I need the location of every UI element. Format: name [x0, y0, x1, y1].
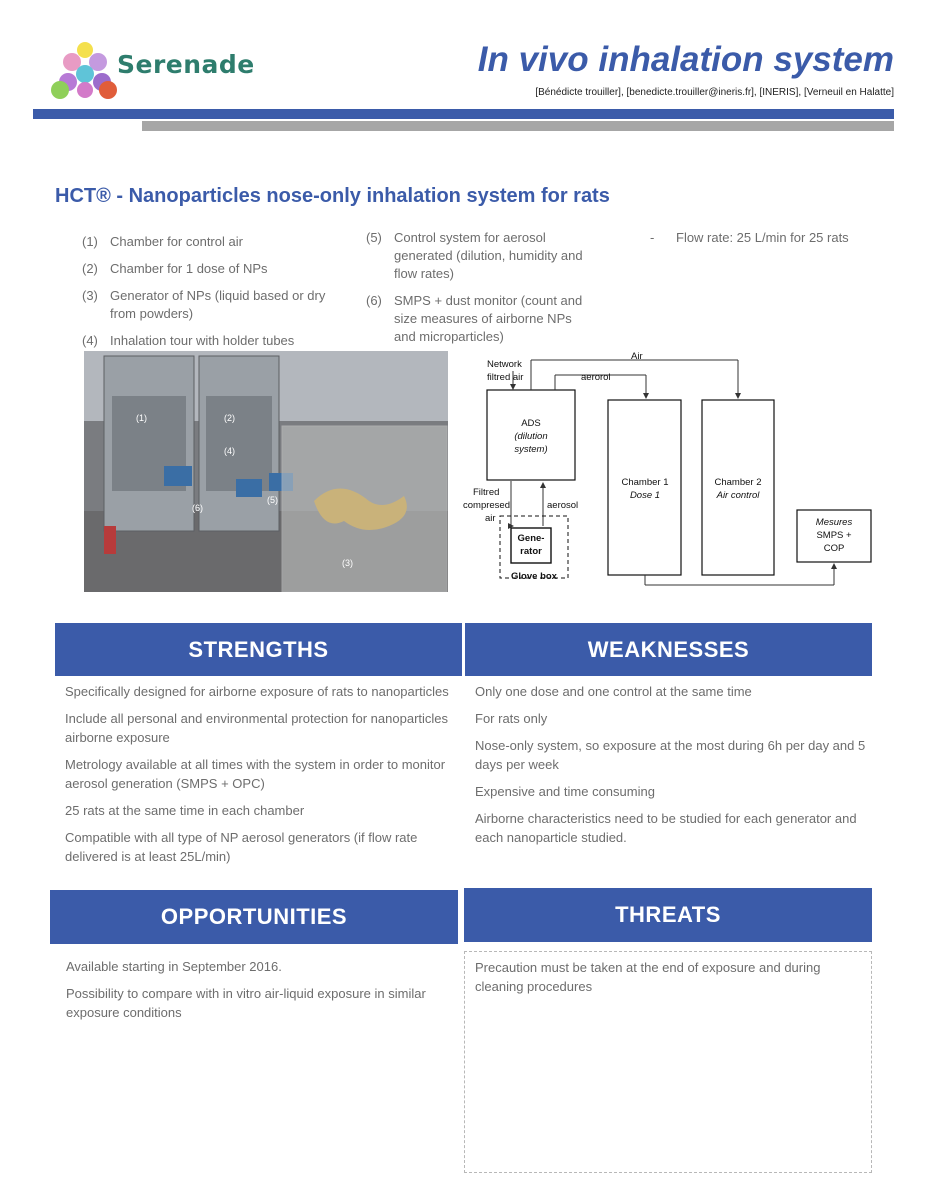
aerorol-label: aerorol [581, 372, 611, 383]
section-title: HCT® - Nanoparticles nose-only inhalation system for rats [55, 185, 610, 207]
header-divider-blue [33, 109, 894, 119]
mesures-label: Mesures [815, 517, 853, 528]
ads-label: (dilution [514, 431, 548, 442]
logo-text: Serenade [117, 50, 255, 79]
components-list-right [366, 229, 586, 355]
lab-photo-image [84, 351, 448, 592]
glove-box-label: Glove box [511, 571, 557, 582]
logo-molecule-icon [50, 40, 120, 102]
list-item: (5) Control system for aerosol generated (dilution, humidity and flow rates) [366, 230, 583, 281]
lab-photo [84, 351, 448, 592]
flow-rate-note: - Flow rate: 25 L/min for 25 rats [650, 230, 849, 245]
aerosol-label: aerosol [547, 500, 579, 511]
photo-label: (4) [224, 446, 235, 456]
mesures-label: COP [823, 543, 845, 554]
filtred-label: air [485, 513, 496, 524]
system-diagram [455, 350, 885, 595]
network-label: filtred air [487, 372, 524, 383]
components-list-left [82, 233, 352, 359]
list-item: Metrology available at all times with the system in order to monitor aerosol generation (SMPS + OPC) [65, 757, 446, 791]
ads-label: ADS [521, 418, 541, 429]
chamber-1-label: Dose 1 [629, 490, 661, 501]
threats-box [464, 951, 872, 1173]
list-item: Available starting in September 2016. [66, 959, 282, 974]
list-item: Nose-only system, so exposure at the most during 6h per day and 5 days per week [475, 738, 866, 772]
page-title: In vivo inhalation system [477, 40, 894, 79]
logo [50, 40, 120, 102]
chamber-2-label: Chamber 2 [714, 477, 762, 488]
list-item: Specifically designed for airborne exposure of rats to nanoparticles [65, 684, 449, 699]
list-item: Possibility to compare with in vitro air-liquid exposure in similar exposure conditions [66, 986, 426, 1020]
list-item: (6) SMPS + dust monitor (count and size measures of airborne NPs and microparticles) [366, 293, 583, 344]
network-label: Network [487, 359, 522, 370]
photo-label: (6) [192, 503, 203, 513]
photo-label: (5) [267, 495, 278, 505]
list-item: (4) Inhalation tour with holder tubes [82, 333, 295, 348]
filtred-label: compresed [463, 500, 510, 511]
list-item: Airborne characteristics need to be studied for each generator and each nanoparticle studied. [475, 811, 857, 845]
list-item: 25 rats at the same time in each chamber [65, 803, 305, 818]
list-item: (1) Chamber for control air [82, 234, 243, 249]
list-item: (2) Chamber for 1 dose of NPs [82, 261, 268, 276]
opportunities-list [66, 957, 451, 1030]
list-item: (3) Generator of NPs (liquid based or dry from powders) [82, 288, 326, 321]
header-divider-gray [142, 121, 894, 131]
mesures-label: SMPS + [816, 530, 852, 541]
generator-label: rator [520, 546, 542, 557]
list-item: Precaution must be taken at the end of exposure and during cleaning procedures [475, 960, 821, 994]
list-item: Expensive and time consuming [475, 784, 655, 799]
list-item: Compatible with all type of NP aerosol generators (if flow rate delivered is at least 25L/min) [65, 830, 418, 864]
filtred-label: Filtred [473, 487, 500, 498]
photo-label: (1) [136, 413, 147, 423]
chamber-1-label: Chamber 1 [621, 477, 669, 488]
ads-label: system) [514, 444, 548, 455]
chamber-2-label: Air control [716, 490, 760, 501]
author-line: [Bénédicte trouiller], [benedicte.trouiller@ineris.fr], [INERIS], [Verneuil en Halatte] [535, 87, 894, 98]
air-label: Air [631, 351, 643, 362]
weaknesses-header: WEAKNESSES [465, 623, 872, 676]
strengths-list [65, 682, 457, 874]
list-item: Only one dose and one control at the same time [475, 684, 752, 699]
generator-label: Gene- [517, 533, 545, 544]
photo-label: (3) [342, 558, 353, 568]
list-item: For rats only [475, 711, 548, 726]
photo-label: (2) [224, 413, 235, 423]
strengths-header: STRENGTHS [55, 623, 462, 676]
weaknesses-list [475, 682, 867, 855]
opportunities-header: OPPORTUNITIES [50, 890, 458, 944]
list-item: Include all personal and environmental protection for nanoparticles airborne exposure [65, 711, 449, 745]
threats-header: THREATS [464, 888, 872, 942]
